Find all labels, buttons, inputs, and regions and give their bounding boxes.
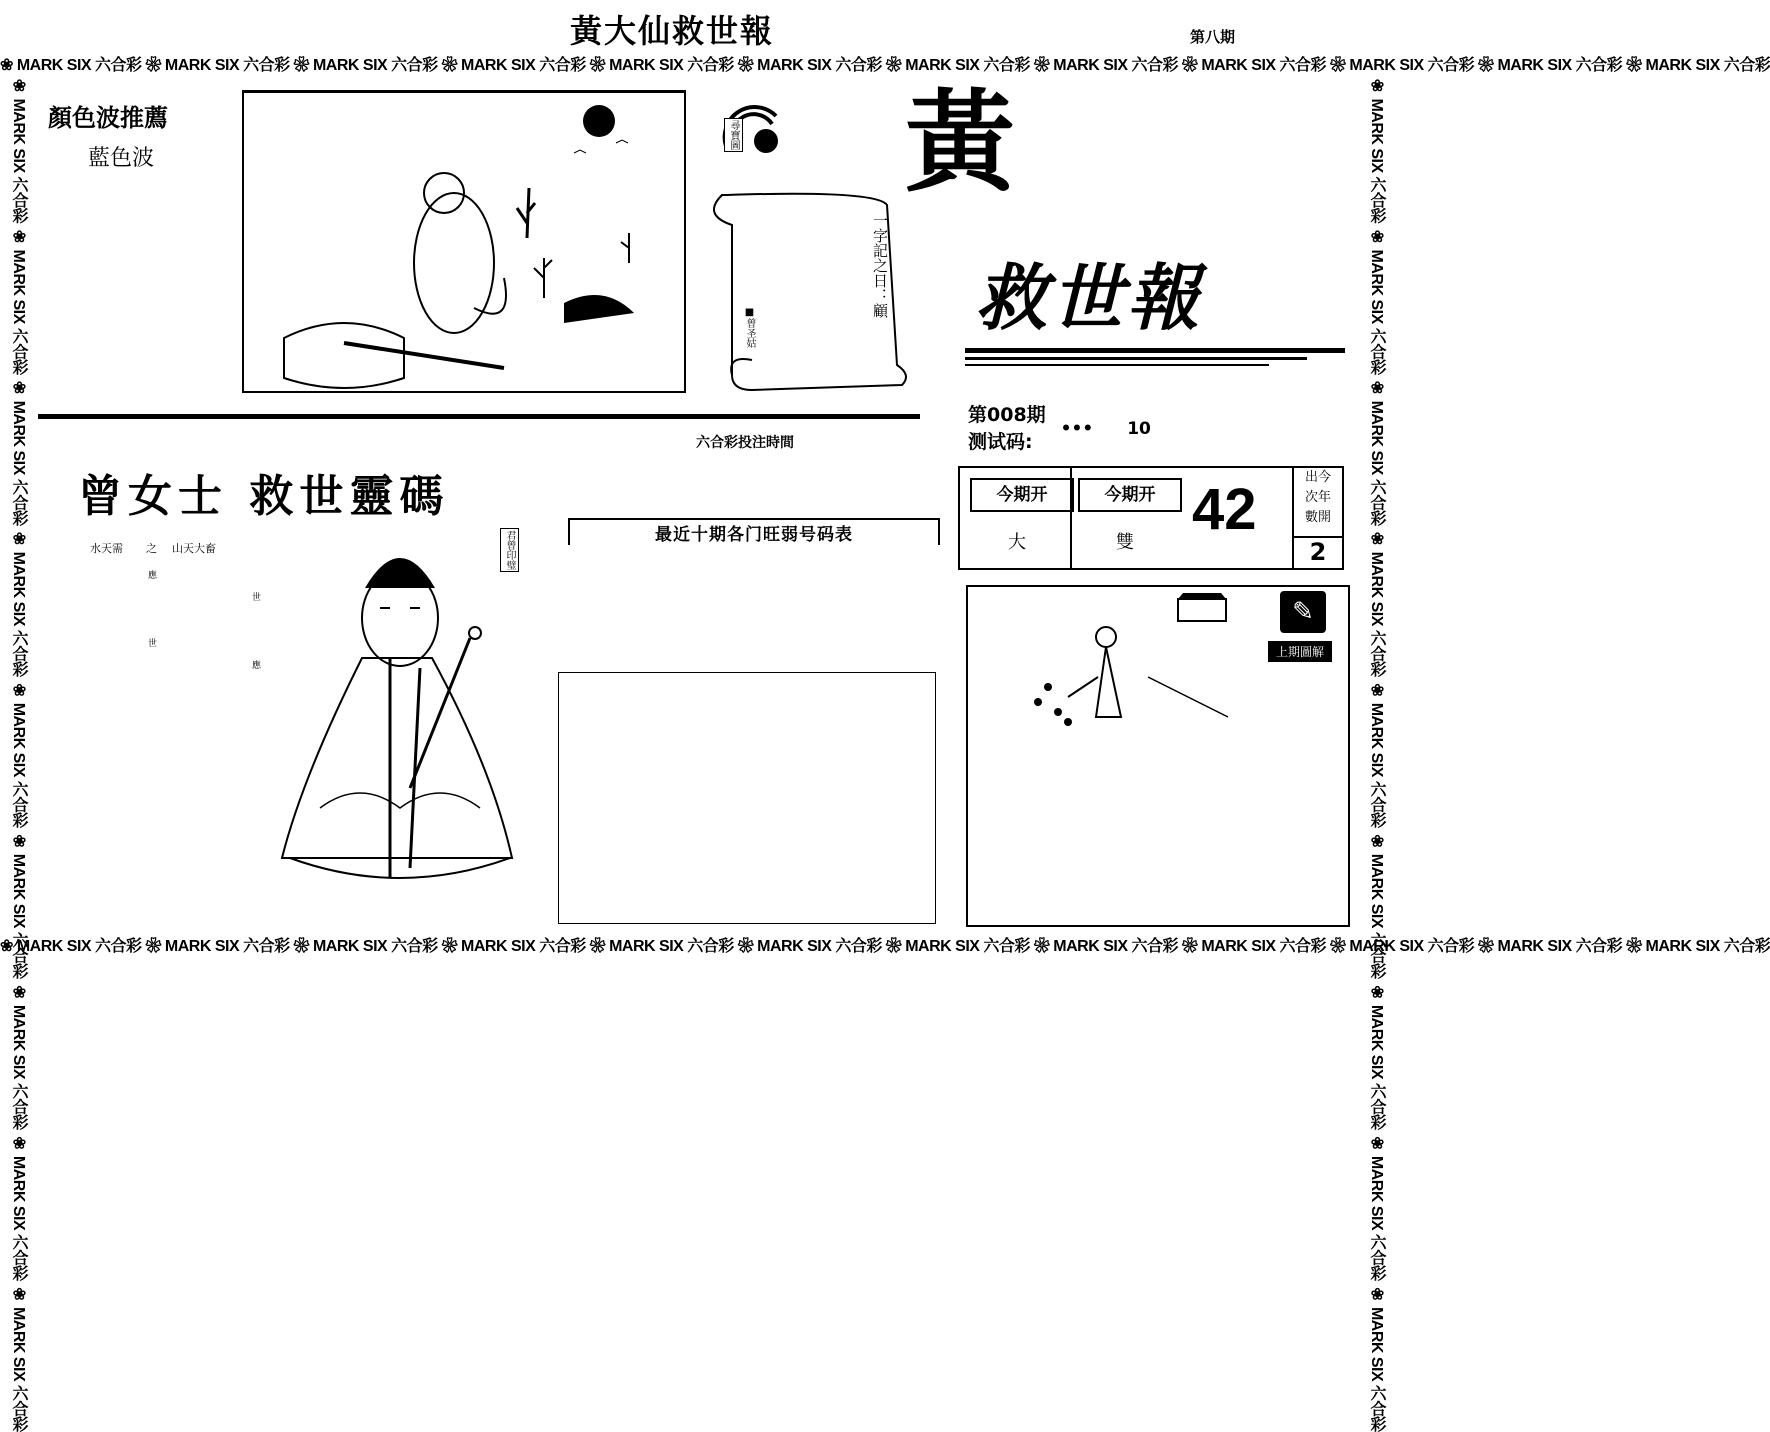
goddess-illustration bbox=[270, 528, 530, 898]
hex-mark-shi: 世 bbox=[148, 639, 158, 649]
open-box bbox=[958, 466, 1344, 570]
monkey-image bbox=[244, 93, 684, 391]
lady-seal: 君曾印璧 bbox=[500, 528, 519, 572]
scroll-box bbox=[702, 185, 912, 395]
open-v1: 大 bbox=[1008, 532, 1026, 553]
title-stripes bbox=[965, 348, 1345, 366]
open-number: 42 bbox=[1192, 477, 1257, 542]
border-left: ❀ MARK SIX 六合彩 ❀ MARK SIX 六合彩 ❀ MARK SIX 六合彩 ❀ MARK SIX 六合彩 ❀ MARK SIX 六合彩 ❀ MARK SIX 六合彩 ❀ MARK SIX 六合彩 ❀ MARK SIX 六合彩 ❀ MARK SIX 六合彩 bbox=[10, 76, 27, 1432]
open-count: 2 bbox=[1292, 536, 1342, 568]
open-side-a: 出今 bbox=[1304, 470, 1331, 485]
hex-header-right: 山天大畜 bbox=[172, 542, 216, 555]
schedule-title: 六合彩投注時間 bbox=[696, 435, 794, 451]
table-title: 最近十期各门旺弱号码表 bbox=[568, 518, 940, 545]
issue-label: 第八期 bbox=[1190, 28, 1236, 46]
border-right: ❀ MARK SIX 六合彩 ❀ MARK SIX 六合彩 ❀ MARK SIX 六合彩 ❀ MARK SIX 六合彩 ❀ MARK SIX 六合彩 ❀ MARK SIX 六合彩 ❀ MARK SIX 六合彩 ❀ MARK SIX 六合彩 ❀ MARK SIX 六合彩 bbox=[1368, 76, 1385, 1432]
edit-icon: ✎ bbox=[1280, 591, 1326, 633]
color-heading: 顏色波推薦 bbox=[48, 104, 168, 132]
color-group-label: 藍色波 bbox=[88, 146, 155, 171]
goddess-image bbox=[270, 528, 530, 898]
test-label: 测试码: bbox=[968, 431, 1033, 453]
hex-mark-shi2: 世 bbox=[252, 593, 262, 603]
badge-text: 尋寶圖 bbox=[724, 118, 743, 152]
last-issue bbox=[966, 585, 1350, 927]
big-title-top: 黃 bbox=[905, 78, 1015, 207]
treasure-badge bbox=[716, 96, 786, 156]
hex-mark-ying: 應 bbox=[148, 571, 158, 581]
hex-header-left: 水天需 bbox=[90, 542, 123, 555]
hexagram bbox=[60, 540, 280, 690]
test-dots: ••• bbox=[1060, 419, 1094, 439]
monkey-illustration bbox=[242, 90, 686, 393]
test-special: 10 bbox=[1127, 419, 1151, 439]
record-grid bbox=[558, 672, 936, 924]
test-issue: 第008期 bbox=[968, 404, 1046, 426]
open-h2: 今期开 bbox=[1078, 478, 1182, 512]
lady-title: 曾女士 救世靈碼 bbox=[78, 471, 450, 522]
big-title-bottom: 救世報 bbox=[975, 256, 1204, 340]
hex-header-mid: 之 bbox=[146, 542, 157, 555]
test-code bbox=[968, 400, 1348, 454]
hex-mark-ying2: 應 bbox=[252, 661, 262, 671]
open-side-c: 數開 bbox=[1304, 510, 1331, 525]
page-title: 黃大仙救世報 bbox=[570, 12, 775, 50]
scroll-title: 一字記之日：顧 bbox=[871, 213, 889, 318]
border-bottom: ❀ MARK SIX 六合彩 ❀ MARK SIX 六合彩 ❀ MARK SIX 六合彩 ❀ MARK SIX 六合彩 ❀ MARK SIX 六合彩 ❀ MARK SIX 六合彩 ❀ MARK SIX 六合彩 ❀ MARK SIX 六合彩 ❀ MARK SIX 六合彩 ❀ MARK SIX 六合彩 ❀ MARK SIX 六合彩 ❀ MARK SIX 六合彩 bbox=[0, 938, 1770, 955]
scroll-author: ■曾圣姑 bbox=[744, 307, 755, 348]
border-top: ❀ MARK SIX 六合彩 ❀ MARK SIX 六合彩 ❀ MARK SIX 六合彩 ❀ MARK SIX 六合彩 ❀ MARK SIX 六合彩 ❀ MARK SIX 六合彩 ❀ MARK SIX 六合彩 ❀ MARK SIX 六合彩 ❀ MARK SIX 六合彩 ❀ MARK SIX 六合彩 ❀ MARK SIX 六合彩 ❀ MARK SIX 六合彩 bbox=[0, 57, 1770, 74]
hot-cold-table bbox=[568, 518, 940, 545]
open-h1: 今期开 bbox=[970, 478, 1074, 512]
open-v2: 雙 bbox=[1116, 532, 1134, 553]
last-issue-image bbox=[1028, 587, 1228, 747]
color-section bbox=[48, 98, 228, 398]
divider bbox=[38, 414, 920, 419]
schedule bbox=[560, 432, 930, 454]
last-issue-tag: 上期圖解 bbox=[1268, 641, 1332, 662]
open-side-b: 次年 bbox=[1304, 490, 1331, 505]
